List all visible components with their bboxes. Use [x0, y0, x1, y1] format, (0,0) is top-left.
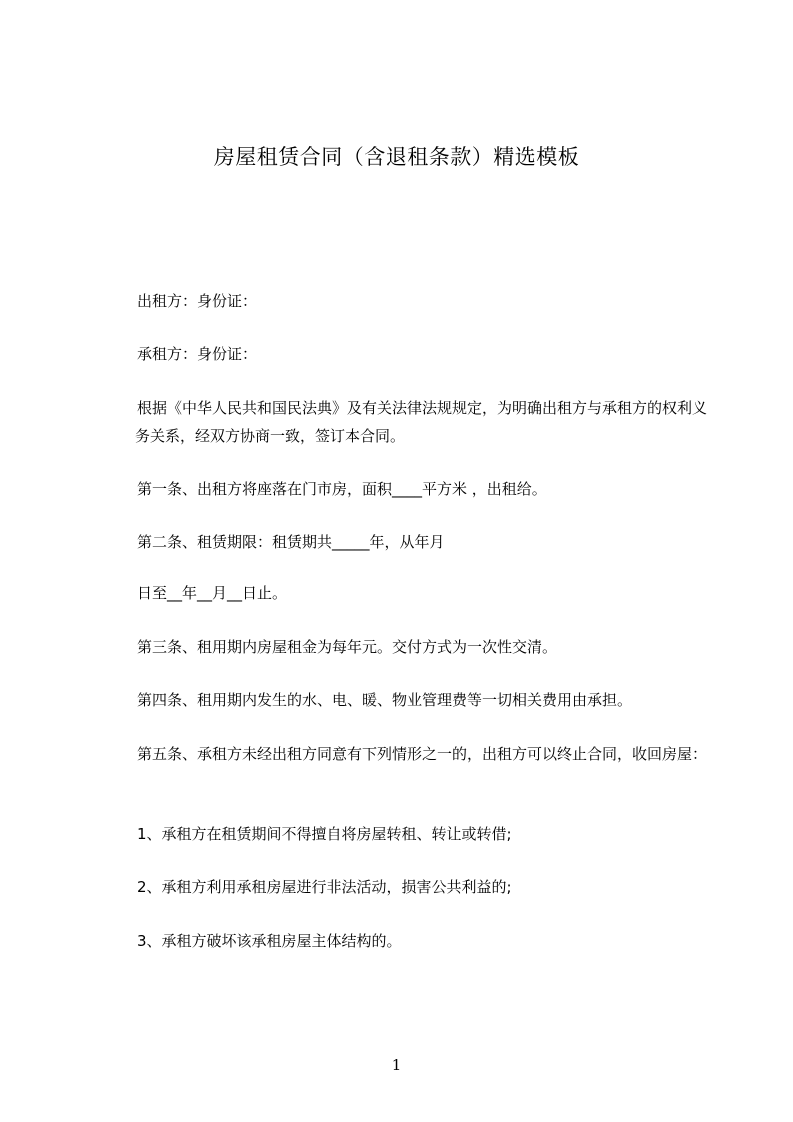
paragraph-item-1: 1、承租方在租赁期间不得擅自将房屋转租、转让或转借; [137, 825, 512, 843]
paragraph-article-3: 第三条、租用期内房屋租金为每年元。交付方式为一次性交清。 [137, 638, 558, 656]
paragraph-article-1: 第一条、出租方将座落在门市房，面积____平方米 ，出租给。 [137, 480, 547, 498]
paragraph-item-3: 3、承租方破坏该承租房屋主体结构的。 [137, 932, 402, 950]
paragraph-article-2: 第二条、租赁期限：租赁期共_____年，从年月 [137, 533, 445, 551]
paragraph-article-2-cont: 日至__年__月__日止。 [137, 584, 288, 602]
paragraph-lessee: 承租方：身份证： [137, 345, 258, 363]
paragraph-lessor: 出租方：身份证： [137, 292, 258, 310]
paragraph-preamble: 根据《中华人民共和国民法典》及有关法律法规规定，为明确出租方与承租方的权利义务关系，经双方协商一致，签订本合同。 [135, 399, 708, 445]
page-number: 1 [391, 1056, 402, 1074]
paragraph-article-5: 第五条、承租方未经出租方同意有下列情形之一的，出租方可以终止合同，收回房屋： [137, 745, 708, 763]
paragraph-item-2: 2、承租方利用承租房屋进行非法活动，损害公共利益的; [137, 878, 512, 896]
document-title: 房屋租赁合同（含退租条款）精选模板 [213, 145, 580, 169]
paragraph-article-4: 第四条、租用期内发生的水、电、暖、物业管理费等一切相关费用由承担。 [137, 691, 633, 709]
